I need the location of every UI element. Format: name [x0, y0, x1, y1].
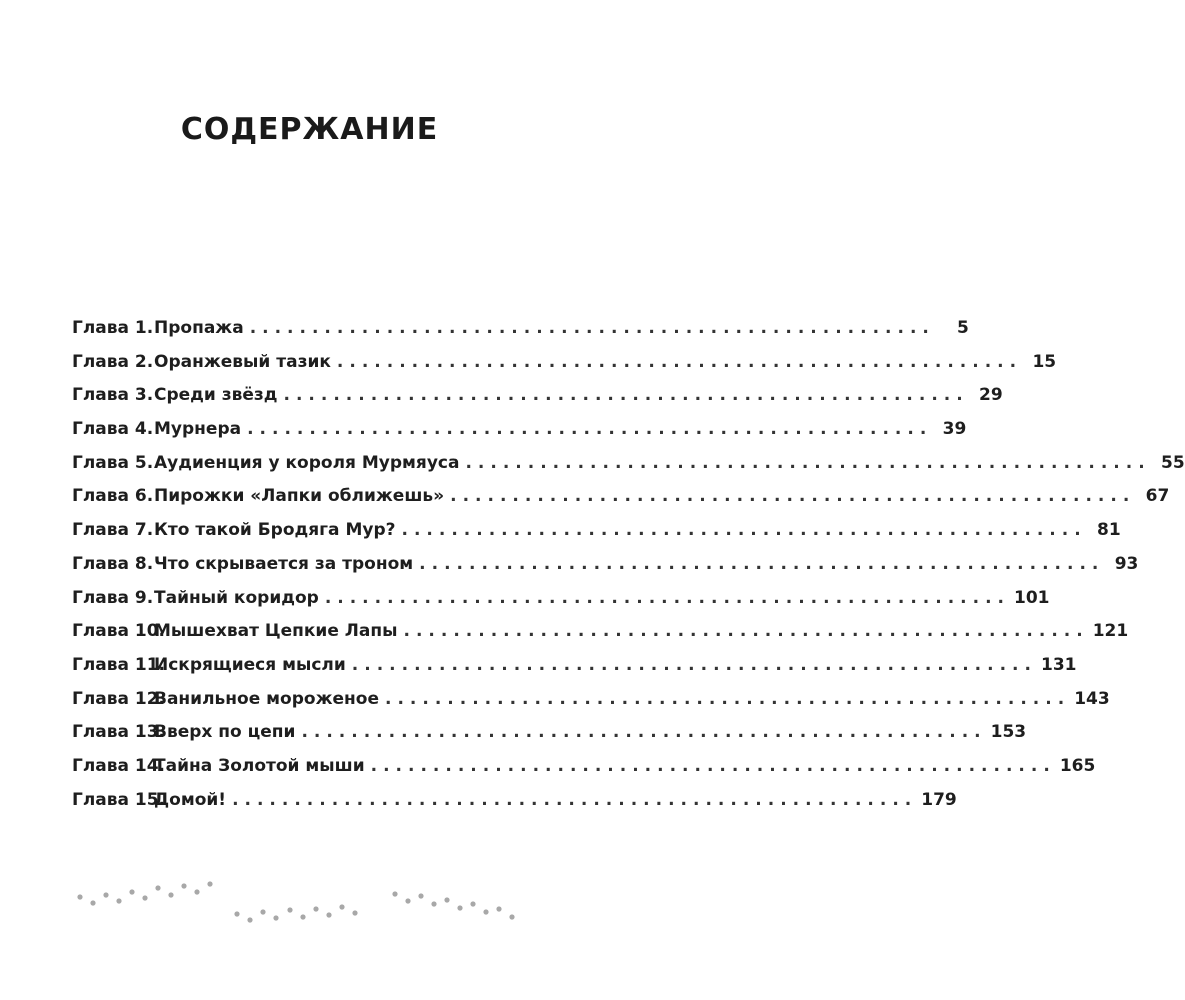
chapter-title: Кто такой Бродяга Мур?: [154, 520, 396, 541]
page-number: 67: [1145, 486, 1170, 507]
chapter-title: Пирожки «Лапки оближешь»: [154, 486, 445, 507]
page-number: 131: [1040, 654, 1077, 675]
chapter-number: Глава 15.: [72, 789, 166, 810]
page-number: 81: [1097, 520, 1121, 541]
toc-entry-10[interactable]: [72, 621, 1129, 655]
page-number: 121: [1092, 621, 1129, 642]
dot-leader: .......................................................: [450, 486, 1136, 507]
chapter-number: Глава 9.: [72, 587, 154, 608]
toc-entry-13[interactable]: [72, 722, 1027, 756]
toc-entry-2[interactable]: [72, 351, 1057, 386]
page-number: 179: [921, 789, 957, 810]
chapter-number: Глава 10.: [72, 621, 166, 642]
toc-entry-4[interactable]: [72, 419, 967, 453]
page-number: 143: [1074, 688, 1110, 709]
dot-leader: .......................................................: [324, 587, 1011, 608]
chapter-number: Глава 11.: [72, 654, 166, 675]
dot-leader: .......................................................: [283, 385, 969, 406]
chapter-number: Глава 12.: [72, 688, 166, 709]
dot-leader: .......................................................: [384, 688, 1071, 709]
toc-entry-9[interactable]: [72, 587, 1050, 622]
dot-leader: .......................................................: [403, 621, 1089, 642]
toc-entry-15[interactable]: [72, 789, 957, 824]
chapter-title: Искрящиеся мысли: [154, 654, 346, 675]
page-number: 29: [979, 385, 1003, 406]
page-number: 93: [1114, 553, 1139, 574]
chapter-title: Пропажа: [154, 318, 244, 338]
page-number: 55: [1161, 452, 1185, 473]
toc-entry-1[interactable]: [72, 318, 969, 352]
chapter-title: Вверх по цепи: [154, 722, 296, 743]
chapter-title: Ванильное мороженое: [154, 688, 379, 709]
dot-leader: .......................................................: [249, 318, 935, 338]
chapter-number: Глава 2.: [72, 351, 154, 372]
dot-leader: .......................................................: [401, 520, 1087, 541]
toc-entry-7[interactable]: [72, 520, 1121, 554]
dot-leader: .......................................................: [336, 351, 1023, 372]
toc-entry-8[interactable]: [72, 553, 1139, 588]
toc-entry-14[interactable]: [72, 755, 1096, 790]
page-number: 15: [1032, 351, 1057, 372]
dot-leader: .......................................................: [247, 419, 933, 440]
chapter-title: Мышехват Цепкие Лапы: [154, 621, 398, 642]
chapter-title: Что скрывается за троном: [154, 553, 414, 574]
chapter-title: Домой!: [154, 789, 227, 810]
paw-prints-icon: [392, 891, 514, 919]
chapter-number: Глава 13.: [72, 722, 166, 743]
table-of-contents: [72, 318, 1185, 823]
chapter-title: Тайный коридор: [154, 587, 319, 608]
chapter-number: Глава 1.: [72, 318, 154, 338]
dot-leader: .......................................................: [419, 553, 1105, 574]
page-number: 101: [1014, 587, 1050, 608]
page-title: СОДЕРЖАНИЕ: [180, 112, 439, 147]
chapter-number: Глава 14.: [72, 755, 166, 776]
dot-leader: .......................................................: [301, 722, 987, 743]
dot-leader: .......................................................: [232, 789, 918, 810]
dot-leader: .......................................................: [465, 452, 1151, 473]
toc-entry-6[interactable]: [72, 486, 1170, 520]
chapter-number: Глава 4.: [72, 419, 154, 440]
chapter-number: Глава 3.: [72, 385, 154, 406]
toc-entry-5[interactable]: [72, 452, 1185, 487]
page-number: 153: [990, 722, 1027, 743]
paw-prints-icon: [234, 904, 357, 922]
page-number: 39: [942, 419, 967, 440]
chapter-title: Аудиенция у короля Мурмяуса: [154, 452, 460, 473]
page-number: 5: [957, 318, 969, 338]
chapter-number: Глава 8.: [72, 553, 154, 574]
chapter-title: Мурнера: [154, 419, 242, 440]
chapter-title: Среди звёзд: [154, 385, 278, 406]
chapter-title: Оранжевый тазик: [154, 351, 331, 372]
paw-prints-decoration: [0, 880, 619, 940]
chapter-number: Глава 7.: [72, 520, 154, 541]
chapter-number: Глава 5.: [72, 452, 154, 473]
toc-entry-3[interactable]: [72, 385, 1003, 419]
dot-leader: .......................................................: [370, 755, 1056, 776]
chapter-title: Тайна Золотой мыши: [154, 755, 365, 776]
paw-prints-icon: [77, 881, 212, 905]
dot-leader: .......................................................: [351, 654, 1037, 675]
chapter-number: Глава 6.: [72, 486, 154, 507]
toc-entry-12[interactable]: [72, 688, 1110, 723]
page-number: 165: [1059, 755, 1096, 776]
toc-entry-11[interactable]: [72, 654, 1077, 689]
